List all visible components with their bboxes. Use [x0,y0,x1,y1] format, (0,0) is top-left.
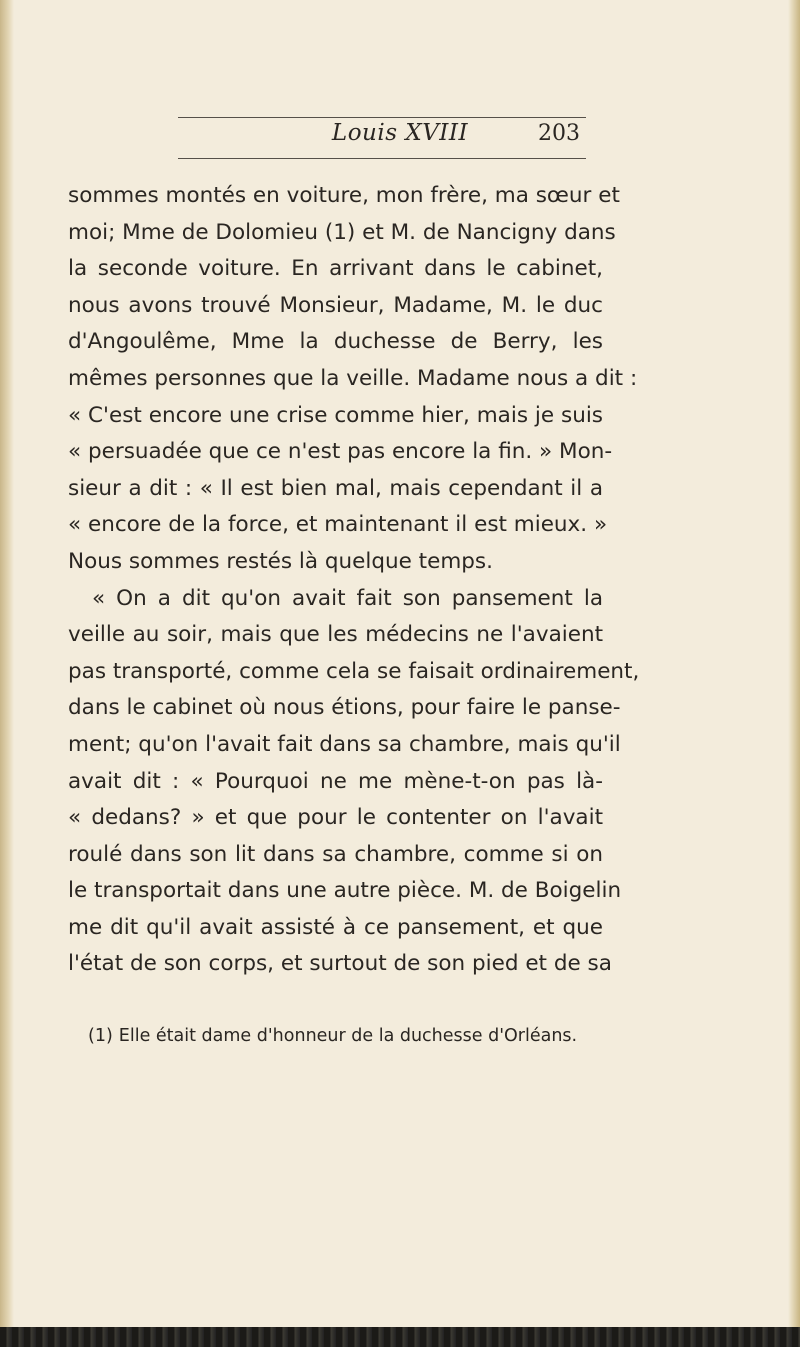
text-line: « dedans? » et que pour le contenter on l'avait [68,805,603,831]
text-line: « C'est encore une crise comme hier, mais je suis [68,402,603,428]
footnote-marker: (1) [88,1026,113,1046]
text-line: avait dit : « Pourquoi ne me mène-t-on pas là- [68,768,603,794]
text-line: pas transporté, comme cela se faisait ordinairement, [68,658,640,684]
text-line: me dit qu'il avait assisté à ce pansement, et que [68,914,603,940]
text-line: mêmes personnes que la veille. Madame nous a dit : [68,365,638,391]
text-line: veille au soir, mais que les médecins ne l'avaient [68,622,603,648]
page-bottom-edge [0,1327,800,1347]
page-number: 203 [538,121,580,146]
text-line: la seconde voiture. En arrivant dans le cabinet, [68,256,603,282]
text-line: « persuadée que ce n'est pas encore la fin. » Mon- [68,439,613,465]
text-line: « On a dit qu'on avait fait son pansement la [92,585,603,611]
text-line: Nous sommes restés là quelque temps. [68,548,493,574]
text-line: le transportait dans une autre pièce. M. de Boigelin [68,878,622,904]
footnote [88,1026,577,1046]
text-line: d'Angoulême, Mme la duchesse de Berry, les [68,329,603,355]
header-rule-bottom [178,158,586,159]
text-line: roulé dans son lit dans sa chambre, comme si on [68,841,603,867]
text-line: sommes montés en voiture, mon frère, ma sœur et [68,183,620,208]
footnote-text: Elle était dame d'honneur de la duchesse d'Orléans. [118,1026,578,1046]
page-right-edge [788,0,800,1347]
text-line: « encore de la force, et maintenant il est mieux. » [68,512,608,538]
text-line: ment; qu'on l'avait fait dans sa chambre, mais qu'il [68,731,621,757]
text-line: moi; Mme de Dolomieu (1) et M. de Nancigny dans [68,219,616,245]
header-rule-top [178,117,586,118]
running-title: Louis XVIII [331,120,469,146]
text-line: l'état de son corps, et surtout de son pied et de sa [68,951,612,977]
text-line: nous avons trouvé Monsieur, Madame, M. le duc [68,292,603,318]
text-line: sieur a dit : « Il est bien mal, mais cependant il a [68,475,603,501]
page-left-edge [0,0,14,1347]
body-text [68,178,640,983]
text-line: dans le cabinet où nous étions, pour faire le panse- [68,695,621,721]
